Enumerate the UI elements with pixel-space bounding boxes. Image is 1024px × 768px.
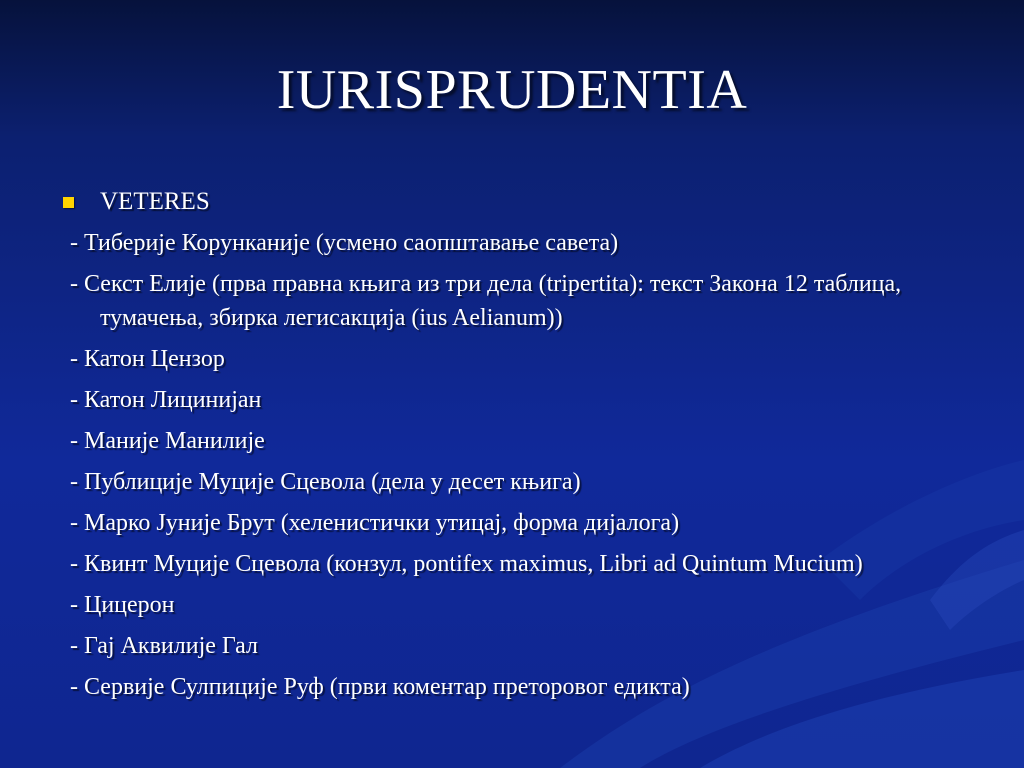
bullet-label: VETERES xyxy=(100,188,210,215)
list-item: - Катон Цензор xyxy=(70,346,225,372)
list-item: - Марко Јуније Брут (хеленистички утицај, форма дијалога) xyxy=(70,510,680,536)
list-item: - Катон Лицинијан xyxy=(70,387,262,413)
list-item: - Публиције Муције Сцевола (дела у десет књига) xyxy=(70,469,581,495)
list-item: - Квинт Муције Сцевола (конзул, pontifex maximus, Libri ad Quintum Mucium) xyxy=(70,551,863,577)
list-item: - Гај Аквилије Гал xyxy=(70,633,259,659)
list-item: - Цицерон xyxy=(70,592,175,618)
list-item: - Сервије Сулпиције Руф (први коментар преторовог едикта) xyxy=(70,674,690,700)
list-item: - Маније Манилије xyxy=(70,428,265,454)
list-item: - Секст Елије (прва правна књига из три дела (tripertita): текст Закона 12 таблица, тумачења, збирка легисакција (ius Aelianum)) xyxy=(70,271,902,331)
bullet-item-veteres xyxy=(60,186,1000,218)
slide-title: IURISPRUDENTIA xyxy=(276,59,748,121)
list-item: - Тиберије Корунканије (усмено саопштавање савета) xyxy=(70,230,619,256)
square-bullet-icon xyxy=(63,197,74,208)
bullet-list xyxy=(60,186,1000,711)
